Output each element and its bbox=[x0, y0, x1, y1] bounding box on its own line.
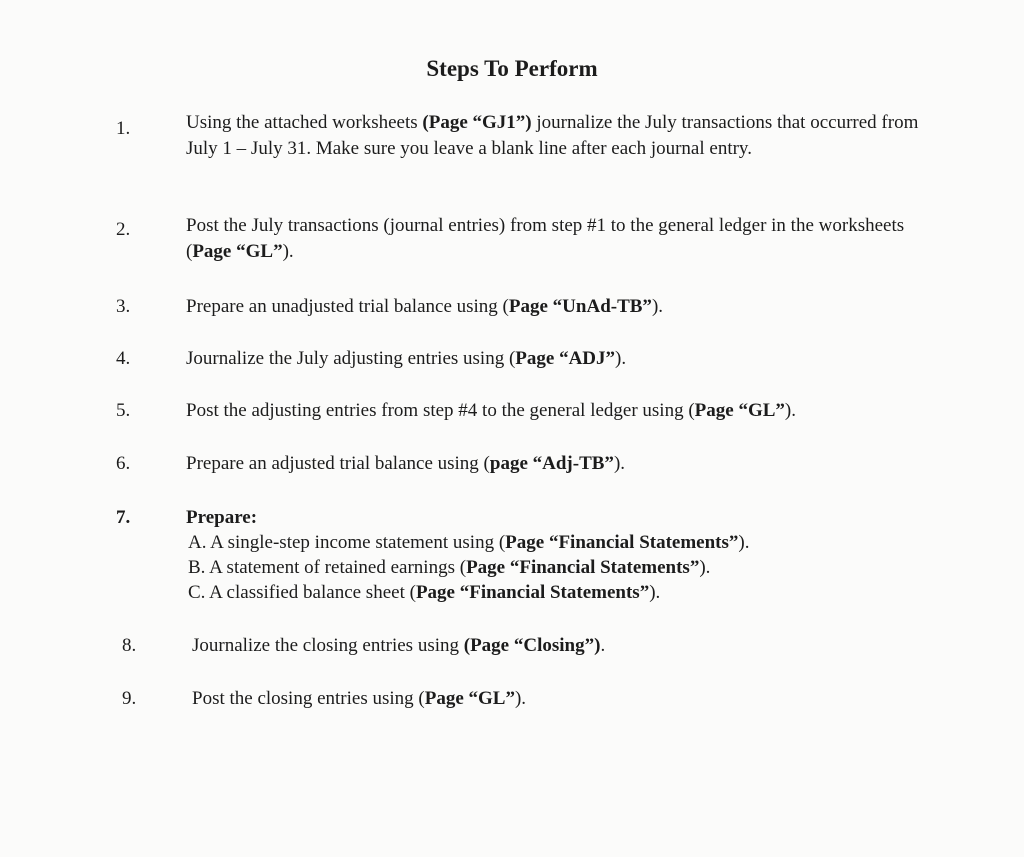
text-run: ). bbox=[615, 348, 627, 369]
text-run: journalize the July transactions that occurred from July 1 – July 31. Make sure you leave a blank line after each journal entry. bbox=[186, 112, 919, 159]
step-text bbox=[192, 633, 952, 659]
step-number: 4. bbox=[116, 348, 131, 369]
page-title: Steps To Perform bbox=[426, 56, 598, 81]
step-text bbox=[192, 686, 952, 712]
sub-item-a bbox=[186, 530, 946, 555]
page-reference: (Page “Closing”) bbox=[463, 635, 601, 656]
step-paragraph bbox=[186, 294, 946, 320]
text-run: Post the July transactions (journal entries) from step #1 to the general ledger in the worksheets ( bbox=[186, 215, 905, 262]
page-reference: Page “ADJ” bbox=[515, 348, 616, 369]
page-reference: (Page “GJ1”) bbox=[422, 112, 532, 133]
sub-item-c bbox=[186, 580, 946, 605]
text-run: Journalize the closing entries using bbox=[192, 635, 464, 656]
text-run: ). bbox=[738, 532, 750, 553]
text-run: Journalize the July adjusting entries using ( bbox=[186, 348, 516, 369]
step-paragraph bbox=[186, 398, 946, 424]
text-run: ). bbox=[699, 557, 711, 578]
step-number: 2. bbox=[116, 219, 131, 240]
step-heading: Prepare: bbox=[186, 507, 258, 528]
text-run: Post the adjusting entries from step #4 to the general ledger using ( bbox=[186, 400, 695, 421]
step-number: 3. bbox=[116, 296, 131, 317]
text-run: Using the attached worksheets bbox=[186, 112, 423, 133]
step-number: 6. bbox=[116, 453, 131, 474]
page-reference: Page “Financial Statements” bbox=[415, 582, 650, 603]
page-reference: page “Adj-TB” bbox=[489, 453, 614, 474]
text-run: Post the closing entries using ( bbox=[192, 688, 425, 709]
step-paragraph bbox=[186, 346, 946, 372]
text-run: Prepare an unadjusted trial balance using ( bbox=[186, 296, 509, 317]
page-reference: Page “Financial Statements” bbox=[505, 532, 739, 553]
step-text bbox=[186, 346, 946, 372]
step-number: 5. bbox=[116, 400, 131, 421]
text-run: B. A statement of retained earnings ( bbox=[188, 557, 467, 578]
text-run: ). bbox=[282, 241, 294, 262]
text-run: ). bbox=[613, 453, 626, 474]
text-run: ). bbox=[514, 688, 527, 709]
text-run: Prepare an adjusted trial balance using ( bbox=[186, 453, 490, 474]
step-number: 8. bbox=[122, 635, 137, 656]
step-paragraph bbox=[192, 633, 952, 659]
step-text bbox=[186, 451, 946, 477]
step-paragraph bbox=[186, 213, 946, 265]
step-text bbox=[186, 505, 946, 605]
step-paragraph bbox=[192, 686, 952, 712]
text-run: ). bbox=[651, 296, 664, 317]
step-text bbox=[186, 294, 946, 320]
step-number: 1. bbox=[116, 118, 131, 139]
sub-item-b bbox=[186, 555, 946, 580]
page-reference: Page “UnAd-TB” bbox=[508, 296, 652, 317]
text-run: . bbox=[600, 635, 606, 656]
page-reference: Page “GL” bbox=[192, 241, 283, 262]
step-text bbox=[186, 213, 946, 265]
text-run: A. A single-step income statement using ( bbox=[188, 532, 506, 553]
text-run: ). bbox=[784, 400, 796, 421]
step-number: 7. bbox=[116, 507, 131, 528]
page-reference: Page “Financial Statements” bbox=[466, 557, 700, 578]
step-paragraph bbox=[186, 110, 946, 162]
page-reference: Page “GL” bbox=[694, 400, 785, 421]
text-run: ). bbox=[649, 582, 661, 603]
page-reference: Page “GL” bbox=[424, 688, 515, 709]
step-number: 9. bbox=[122, 688, 137, 709]
step-paragraph bbox=[186, 451, 946, 477]
step-text bbox=[186, 398, 946, 424]
text-run: C. A classified balance sheet ( bbox=[188, 582, 416, 603]
step-text bbox=[186, 110, 946, 162]
